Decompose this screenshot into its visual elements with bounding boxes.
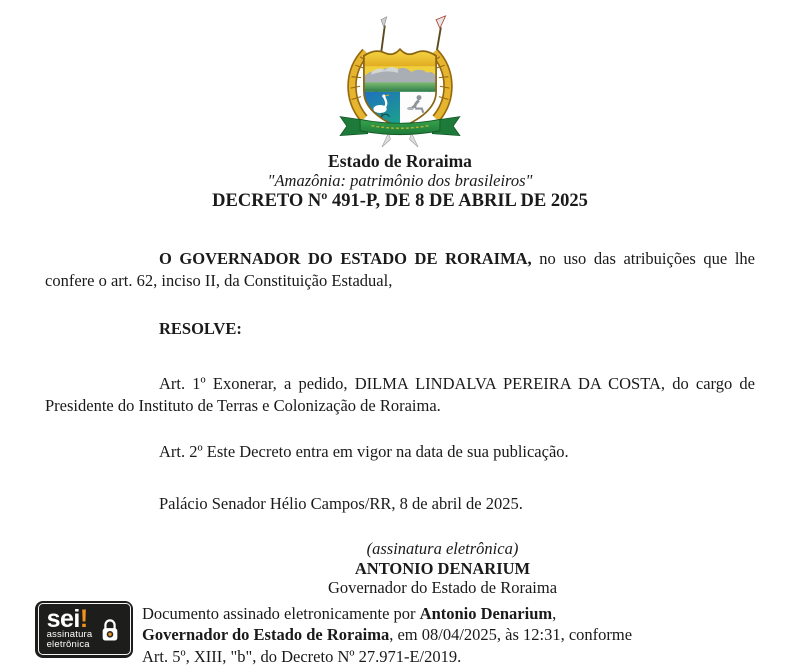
- article-1: Art. 1º Exonerar, a pedido, DILMA LINDALVA PEREIRA DA COSTA, do cargo de Presidente do Instituto de Terras e Colonização de Roraima.: [45, 373, 755, 417]
- signer-name-inline: Antonio Denarium: [420, 604, 552, 623]
- padlock-icon: [99, 617, 121, 643]
- decree-title: DECRETO Nº 491-P, DE 8 DE ABRIL DE 2025: [0, 190, 800, 212]
- decree-body: [45, 248, 755, 515]
- signature-statement: Documento assinado eletronicamente por Antonio Denarium, Governador do Estado de Roraima, em 08/04/2025, às 12:31, conforme Art. 5º, XIII, "b", do Decreto Nº 27.971-E/2019.: [142, 601, 634, 667]
- electronic-signature-footer: [35, 601, 800, 667]
- sei-signature-seal: [35, 601, 133, 658]
- state-name: Estado de Roraima: [0, 151, 800, 171]
- roraima-coat-of-arms-icon: [324, 12, 476, 149]
- article-2: Art. 2º Este Decreto entra em vigor na data de sua publicação.: [45, 441, 755, 463]
- signature-method: (assinatura eletrônica): [85, 539, 800, 559]
- signer-role-inline: Governador do Estado de Roraima: [142, 625, 389, 644]
- state-motto: "Amazônia: patrimônio dos brasileiros": [0, 171, 800, 190]
- document-header: [0, 0, 800, 149]
- resolve-heading: RESOLVE:: [45, 318, 755, 340]
- preamble-paragraph: [45, 248, 755, 292]
- sei-logo-text: sei: [47, 605, 80, 633]
- preamble-lead: O GOVERNADOR DO ESTADO DE RORAIMA,: [159, 249, 532, 268]
- signature-block: [0, 539, 800, 598]
- preamble-rest: no uso das atribuições que lhe confere o art. 62, inciso II, da Constituição Estadual,: [45, 249, 755, 290]
- sei-logo-bang: !: [80, 605, 88, 633]
- sei-logo: [47, 608, 93, 630]
- signer-name: ANTONIO DENARIUM: [85, 559, 800, 579]
- sei-logo-subtitle: assinatura eletrônica: [47, 630, 93, 650]
- signer-role: Governador do Estado de Roraima: [85, 578, 800, 598]
- place-and-date: Palácio Senador Hélio Campos/RR, 8 de abril de 2025.: [45, 493, 755, 515]
